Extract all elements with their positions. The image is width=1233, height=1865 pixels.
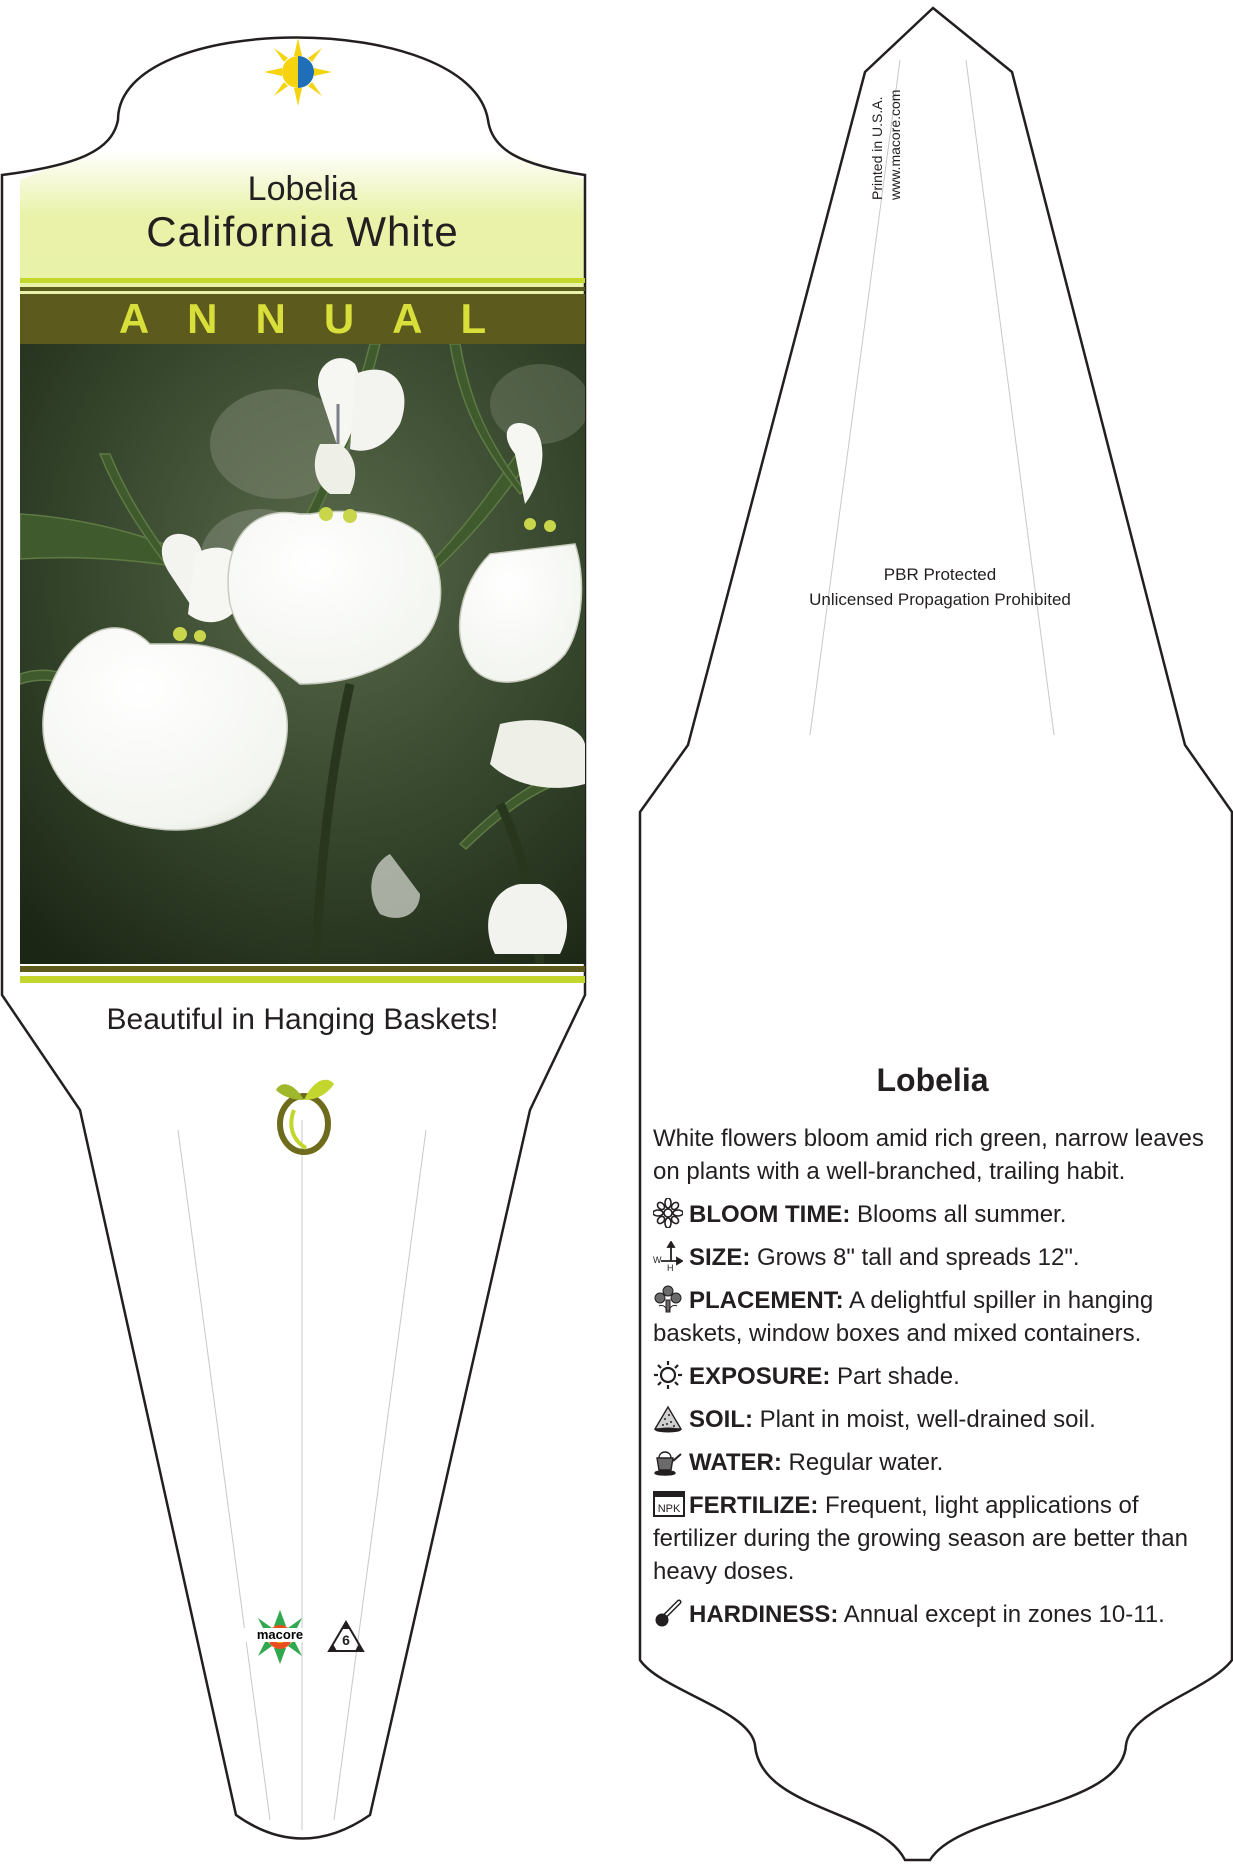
care-label: BLOOM TIME: <box>689 1201 851 1228</box>
pbr-line-2: Unlicensed Propagation Prohibited <box>809 590 1071 609</box>
care-text: Regular water. <box>781 1449 944 1476</box>
category-label: ANNUAL <box>118 295 525 342</box>
soil-icon <box>653 1403 685 1433</box>
size-icon <box>653 1241 685 1271</box>
care-text: Grows 8" tall and spreads 12". <box>750 1244 1080 1271</box>
care-row-exposure <box>653 1360 1215 1393</box>
tagline: Beautiful in Hanging Baskets! <box>106 1003 499 1036</box>
sun-icon <box>653 1360 685 1390</box>
back-heading: Lobelia <box>876 1062 989 1098</box>
care-instructions <box>653 1122 1215 1641</box>
svg-text:W: W <box>653 1255 662 1265</box>
care-row-fertilize <box>653 1489 1215 1588</box>
care-row-size <box>653 1241 1215 1274</box>
care-text: Frequent, light applications of fertilizer during the growing season are better than heavy doses. <box>653 1492 1188 1585</box>
care-row-water <box>653 1446 1215 1479</box>
plant-photo <box>20 344 585 964</box>
svg-text:NPK: NPK <box>657 1503 681 1515</box>
care-text: Part shade. <box>830 1363 960 1390</box>
placement-icon <box>653 1284 685 1314</box>
care-label: PLACEMENT: <box>689 1287 844 1314</box>
variety-name: California White <box>146 208 459 255</box>
common-name: Lobelia <box>247 170 358 208</box>
printed-in: Printed in U.S.A. <box>869 96 885 200</box>
care-text: Annual except in zones 10-11. <box>838 1601 1165 1628</box>
care-label: SIZE: <box>689 1244 751 1271</box>
website: www.macore.com <box>887 89 903 200</box>
macore-wordmark: macore <box>244 1628 316 1642</box>
bloom-icon <box>653 1198 685 1228</box>
care-row-bloom <box>653 1198 1215 1231</box>
seedling-icon <box>272 1070 336 1156</box>
care-label: FERTILIZE: <box>689 1492 819 1519</box>
care-label: SOIL: <box>689 1406 753 1433</box>
plant-description: White flowers bloom amid rich green, narrow leaves on plants with a well-branched, trailing habit. <box>653 1125 1204 1185</box>
care-text: Blooms all summer. <box>850 1201 1067 1228</box>
pbr-line-1: PBR Protected <box>883 565 997 584</box>
care-label: WATER: <box>689 1449 782 1476</box>
recycle-code: 6 <box>342 1632 350 1648</box>
brand-logos <box>244 1608 366 1666</box>
care-row-hardiness <box>653 1598 1215 1631</box>
npk-icon <box>653 1489 685 1519</box>
care-text: A delightful spiller in hanging baskets, window boxes and mixed containers. <box>653 1287 1154 1347</box>
macore-logo <box>244 1608 316 1666</box>
category-band <box>20 294 585 344</box>
watering-can-icon <box>653 1446 685 1476</box>
svg-text:H: H <box>667 1263 674 1271</box>
printed-in-note <box>868 0 904 200</box>
care-text: Plant in moist, well-drained soil. <box>753 1406 1096 1433</box>
pbr-notice <box>740 562 1140 612</box>
care-row-soil <box>653 1403 1215 1436</box>
care-row-placement <box>653 1284 1215 1350</box>
recycle-6-icon <box>326 1619 366 1655</box>
care-label: EXPOSURE: <box>689 1363 831 1390</box>
care-label: HARDINESS: <box>689 1601 839 1628</box>
thermometer-icon <box>653 1598 685 1628</box>
part-sun-icon <box>264 38 332 106</box>
